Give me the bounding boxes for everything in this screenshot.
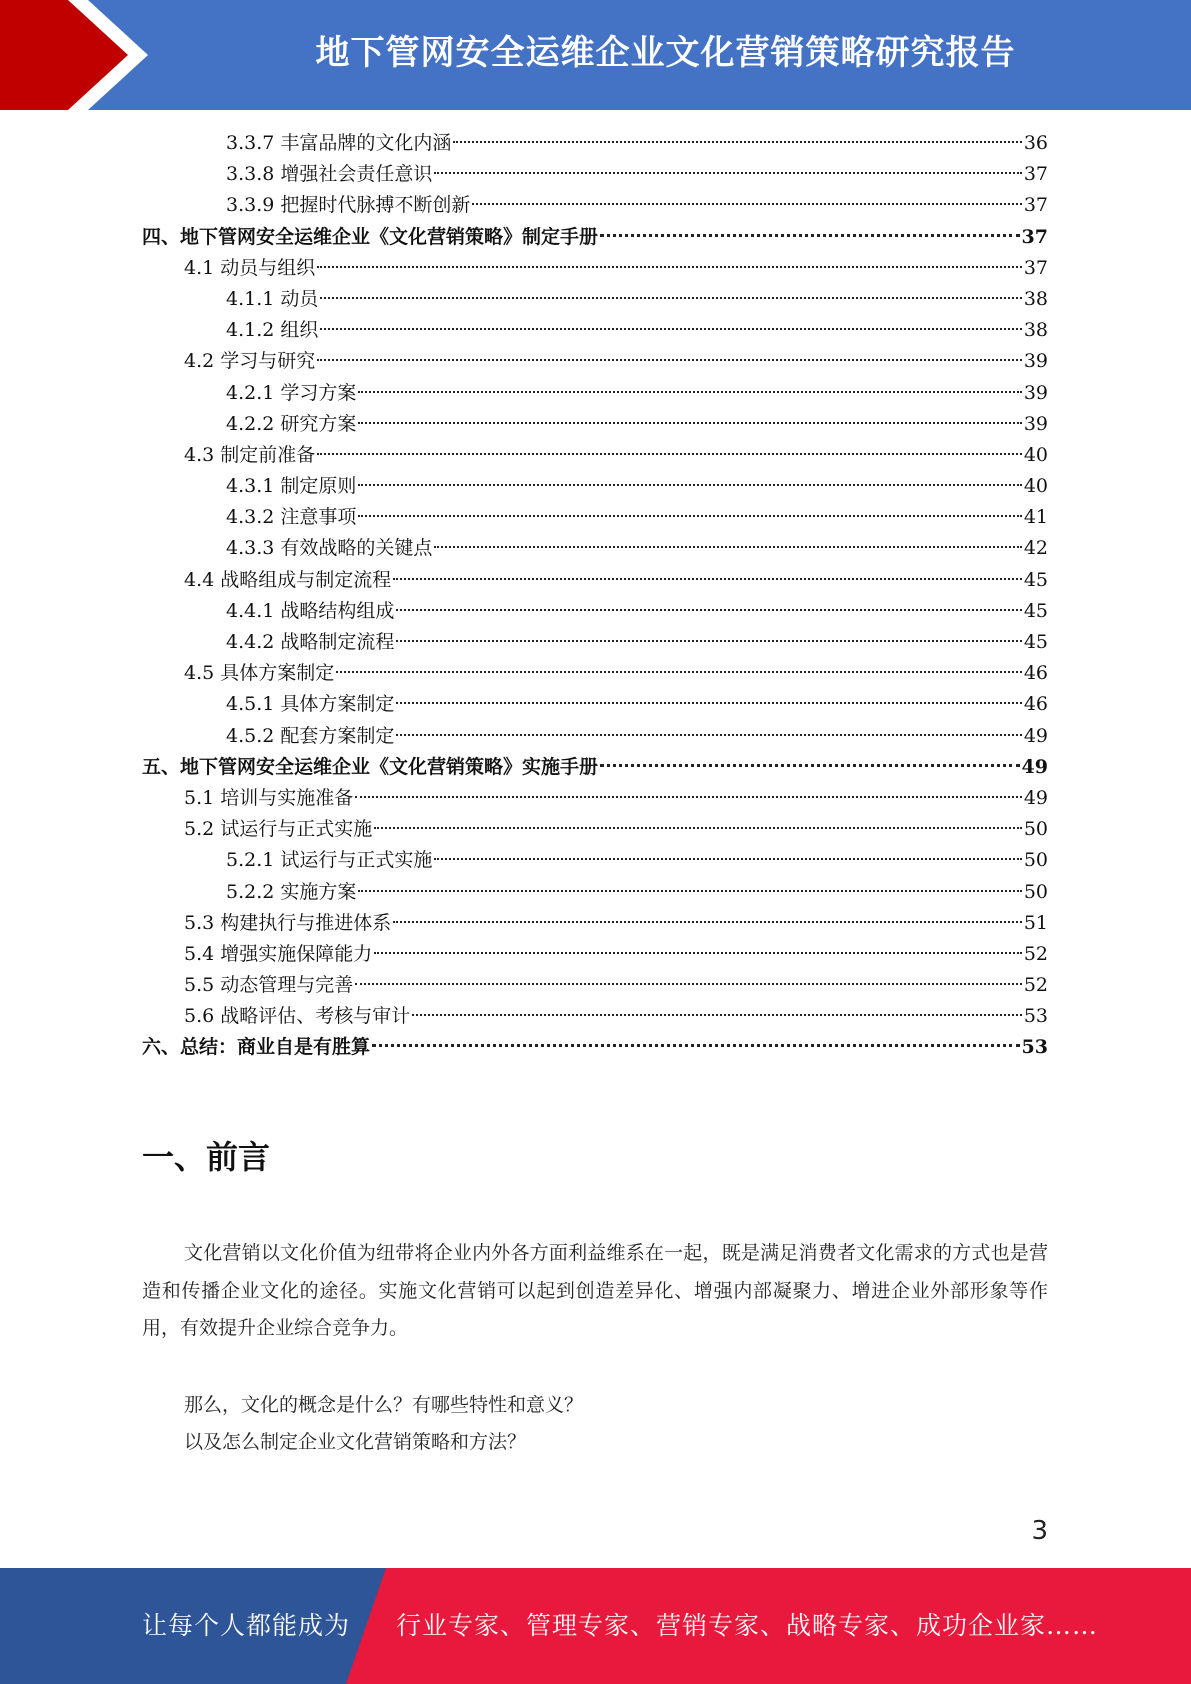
toc-entry-page: 40 <box>1023 475 1048 498</box>
toc-entry-title: 4.5.2 配套方案制定 <box>226 724 395 747</box>
toc-entry-title: 5.2.2 实施方案 <box>226 880 357 903</box>
toc-entry-title: 4.3.1 制定原则 <box>226 475 357 498</box>
toc-entry-title: 5.3 构建执行与推进体系 <box>184 911 392 934</box>
toc-entry[interactable] <box>142 658 1048 689</box>
toc-entry-page: 53 <box>1023 1005 1048 1028</box>
section-heading: 一、前言 <box>142 1138 271 1176</box>
toc-dot-leader <box>358 484 1021 486</box>
toc-entry[interactable] <box>142 315 1048 346</box>
toc-entry-title: 3.3.9 把握时代脉搏不断创新 <box>226 194 471 217</box>
toc-dot-leader <box>453 141 1021 143</box>
toc-dot-leader <box>355 983 1022 985</box>
toc-entry-page: 49 <box>1021 755 1048 778</box>
toc-dot-leader <box>434 858 1021 860</box>
toc-entry[interactable] <box>142 627 1048 658</box>
page-footer-banner <box>0 1568 1191 1684</box>
toc-entry-page: 39 <box>1023 412 1048 435</box>
toc-entry[interactable] <box>142 502 1048 533</box>
toc-entry-title: 5.2.1 试运行与正式实施 <box>226 849 433 872</box>
intro-paragraph: 文化营销以文化价值为纽带将企业内外各方面利益维系在一起，既是满足消费者文化需求的方式也是营造和传播企业文化的途径。实施文化营销可以起到创造差异化、增强内部凝聚力、增进企业外部形象等作用，有效提升企业综合竞争力。 <box>142 1242 1048 1339</box>
toc-entry-title: 4.3 制定前准备 <box>184 443 316 466</box>
toc-entry-page: 38 <box>1023 287 1048 310</box>
toc-dot-leader <box>396 702 1021 704</box>
toc-entry[interactable] <box>142 409 1048 440</box>
toc-entry[interactable] <box>142 689 1048 720</box>
toc-entry-title: 4.4.1 战略结构组成 <box>226 599 395 622</box>
toc-entry[interactable] <box>142 471 1048 502</box>
toc-entry-title: 5.2 试运行与正式实施 <box>184 818 373 841</box>
toc-entry-page: 46 <box>1023 693 1048 716</box>
toc-entry-page: 39 <box>1023 350 1048 373</box>
toc-entry[interactable] <box>142 190 1048 221</box>
toc-entry[interactable] <box>142 565 1048 596</box>
arrow-chevron-icon <box>0 0 160 110</box>
toc-entry-page: 40 <box>1023 443 1048 466</box>
toc-dot-leader <box>396 640 1021 642</box>
toc-entry[interactable] <box>142 346 1048 377</box>
toc-entry[interactable] <box>142 783 1048 814</box>
toc-entry-page: 49 <box>1023 724 1048 747</box>
toc-entry-page: 50 <box>1023 880 1048 903</box>
toc-entry[interactable] <box>142 159 1048 190</box>
toc-entry-page: 36 <box>1023 132 1048 154</box>
toc-entry-page: 46 <box>1023 662 1048 685</box>
toc-entry-page: 53 <box>1021 1036 1048 1059</box>
toc-entry-title: 4.1.2 组织 <box>226 319 319 342</box>
toc-entry-title: 3.3.7 丰富品牌的文化内涵 <box>226 132 452 154</box>
toc-entry-title: 5.5 动态管理与完善 <box>184 974 354 997</box>
toc-entry[interactable] <box>142 877 1048 908</box>
report-title: 地下管网安全运维企业文化营销策略研究报告 <box>315 33 1016 73</box>
toc-entry-page: 37 <box>1023 163 1048 186</box>
toc-dot-leader <box>412 1014 1022 1016</box>
toc-dot-leader <box>317 359 1022 361</box>
toc-dot-leader <box>358 890 1021 892</box>
toc-entry-page: 45 <box>1023 568 1048 591</box>
toc-entry-page: 38 <box>1023 319 1048 342</box>
toc-entry[interactable] <box>142 752 1048 783</box>
toc-entry-page: 45 <box>1023 631 1048 653</box>
toc-entry-title: 5.1 培训与实施准备 <box>184 786 354 809</box>
toc-entry-page: 41 <box>1023 506 1048 529</box>
toc-entry-page: 50 <box>1023 849 1048 872</box>
toc-dot-leader <box>600 234 1020 237</box>
toc-dot-leader <box>434 546 1021 548</box>
toc-entry-title: 4.3.3 有效战略的关键点 <box>226 537 433 560</box>
toc-dot-leader <box>374 952 1022 954</box>
question-line-2: 以及怎么制定企业文化营销策略和方法？ <box>184 1431 527 1453</box>
toc-entry-page: 39 <box>1023 381 1048 404</box>
toc-dot-leader <box>358 391 1021 393</box>
toc-dot-leader <box>600 764 1020 767</box>
toc-entry[interactable] <box>142 253 1048 284</box>
toc-entry-title: 3.3.8 增强社会责任意识 <box>226 163 433 186</box>
page-header-banner <box>0 0 1191 110</box>
toc-entry[interactable] <box>142 1032 1048 1063</box>
toc-entry-title: 五、地下管网安全运维企业《文化营销策略》实施手册 <box>142 755 599 778</box>
toc-dot-leader <box>372 1044 1020 1047</box>
toc-dot-leader <box>317 453 1022 455</box>
toc-entry-page: 52 <box>1023 974 1048 997</box>
toc-entry[interactable] <box>142 284 1048 315</box>
toc-entry-page: 52 <box>1023 942 1048 965</box>
toc-entry[interactable] <box>142 908 1048 939</box>
toc-entry-title: 4.2 学习与研究 <box>184 350 316 373</box>
toc-dot-leader <box>358 515 1021 517</box>
toc-entry[interactable] <box>142 814 1048 845</box>
toc-dot-leader <box>317 266 1022 268</box>
toc-dot-leader <box>374 827 1022 829</box>
toc-dot-leader <box>320 328 1021 330</box>
table-of-contents <box>142 128 1048 1064</box>
toc-entry-title: 4.4 战略组成与制定流程 <box>184 568 392 591</box>
toc-dot-leader <box>472 203 1021 205</box>
footer-slogan-left: 让每个人都能成为 <box>142 1611 351 1640</box>
toc-entry-page: 37 <box>1023 194 1048 217</box>
toc-entry[interactable] <box>142 939 1048 970</box>
toc-entry-title: 4.1 动员与组织 <box>184 256 316 279</box>
toc-entry-title: 4.4.2 战略制定流程 <box>226 631 395 653</box>
toc-entry-title: 4.5.1 具体方案制定 <box>226 693 395 716</box>
question-line-1: 那么，文化的概念是什么？有哪些特性和意义？ <box>184 1394 584 1416</box>
toc-entry-page: 49 <box>1023 786 1048 809</box>
toc-entry[interactable] <box>142 222 1048 253</box>
toc-entry-title: 5.4 增强实施保障能力 <box>184 942 373 965</box>
toc-dot-leader <box>393 921 1022 923</box>
toc-entry-page: 42 <box>1023 537 1048 560</box>
toc-dot-leader <box>355 796 1022 798</box>
toc-entry-page: 45 <box>1023 599 1048 622</box>
toc-entry-page: 51 <box>1023 911 1048 934</box>
toc-entry-title: 4.2.2 研究方案 <box>226 412 357 435</box>
toc-entry-title: 四、地下管网安全运维企业《文化营销策略》制定手册 <box>142 225 599 248</box>
toc-entry-title: 4.3.2 注意事项 <box>226 506 357 529</box>
toc-entry[interactable] <box>142 378 1048 409</box>
toc-dot-leader <box>434 172 1021 174</box>
toc-dot-leader <box>358 422 1021 424</box>
toc-entry[interactable] <box>142 596 1048 627</box>
toc-entry-title: 4.5 具体方案制定 <box>184 662 335 685</box>
toc-dot-leader <box>336 671 1022 673</box>
toc-dot-leader <box>320 297 1021 299</box>
page-number: 3 <box>1031 1516 1048 1546</box>
footer-slogan-right: 行业专家、管理专家、营销专家、战略专家、成功企业家…… <box>396 1611 1099 1640</box>
toc-entry-page: 37 <box>1023 256 1048 279</box>
toc-entry-page: 37 <box>1021 225 1048 248</box>
toc-entry[interactable] <box>142 721 1048 752</box>
toc-entry-title: 5.6 战略评估、考核与审计 <box>184 1005 411 1028</box>
toc-entry[interactable] <box>142 440 1048 471</box>
toc-entry-title: 六、总结：商业自是有胜算 <box>142 1036 371 1059</box>
toc-entry[interactable] <box>142 970 1048 1001</box>
toc-entry-title: 4.2.1 学习方案 <box>226 381 357 404</box>
toc-entry[interactable] <box>142 128 1048 159</box>
toc-dot-leader <box>396 734 1021 736</box>
toc-dot-leader <box>393 578 1022 580</box>
toc-entry[interactable] <box>142 1001 1048 1032</box>
toc-entry[interactable] <box>142 845 1048 876</box>
toc-entry[interactable] <box>142 533 1048 564</box>
toc-entry-page: 50 <box>1023 818 1048 841</box>
toc-entry-title: 4.1.1 动员 <box>226 287 319 310</box>
toc-dot-leader <box>396 609 1021 611</box>
